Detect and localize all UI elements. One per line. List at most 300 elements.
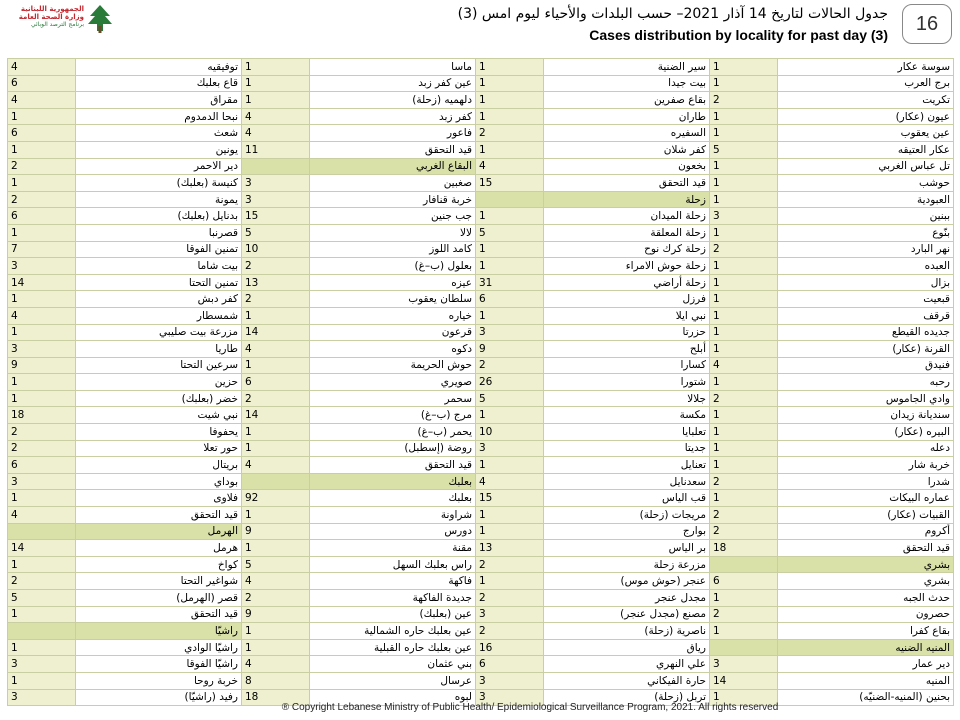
table-row	[8, 258, 954, 275]
table-row	[8, 158, 954, 175]
locality-cell: قيد التحقق	[778, 540, 954, 557]
case-count-cell: 1	[710, 191, 778, 208]
locality-cell: جديتا	[544, 440, 710, 457]
case-count-cell: 9	[476, 341, 544, 358]
case-count-cell: 6	[8, 75, 76, 92]
case-count-cell: 2	[476, 623, 544, 640]
locality-cell: يحمر (ب–غ)	[310, 424, 476, 441]
case-count-cell: 2	[710, 473, 778, 490]
case-count-cell: 4	[476, 473, 544, 490]
locality-cell: الهرمل	[76, 523, 242, 540]
case-count-cell: 1	[476, 59, 544, 76]
case-count-cell	[8, 523, 76, 540]
locality-cell: شواغير التحتا	[76, 573, 242, 590]
case-count-cell: 26	[476, 374, 544, 391]
case-count-cell: 1	[242, 357, 310, 374]
case-count-cell: 3	[476, 440, 544, 457]
table-row	[8, 623, 954, 640]
locality-cell: نبحا الدمدوم	[76, 108, 242, 125]
page-header	[0, 0, 960, 56]
case-count-cell: 1	[710, 424, 778, 441]
locality-cell: العبودية	[778, 191, 954, 208]
title-arabic: جدول الحالات لتاريخ 14 آذار 2021– حسب البلدات والأحياء ليوم امس (3)	[457, 6, 888, 22]
locality-cell: فرزل	[544, 291, 710, 308]
case-count-cell: 1	[710, 59, 778, 76]
case-count-cell: 1	[710, 108, 778, 125]
case-count-cell: 1	[8, 224, 76, 241]
locality-cell: زحلة كرك نوح	[544, 241, 710, 258]
case-count-cell: 5	[476, 224, 544, 241]
locality-cell: صويري	[310, 374, 476, 391]
locality-cell: جديده القيطع	[778, 324, 954, 341]
case-count-cell: 3	[476, 324, 544, 341]
locality-cell: بعلول (ب–غ)	[310, 258, 476, 275]
locality-cell: مزرعة بيت صليبي	[76, 324, 242, 341]
locality-cell: عنجر (حوش موس)	[544, 573, 710, 590]
locality-cell: دعله	[778, 440, 954, 457]
locality-cell: سعدنايل	[544, 473, 710, 490]
case-count-cell: 4	[242, 573, 310, 590]
case-count-cell: 13	[242, 274, 310, 291]
case-count-cell: 8	[242, 672, 310, 689]
locality-cell: القبيات (عكار)	[778, 507, 954, 524]
table-row	[8, 291, 954, 308]
case-count-cell: 6	[8, 457, 76, 474]
table-row	[8, 540, 954, 557]
case-count-cell: 3	[476, 689, 544, 706]
case-count-cell: 2	[476, 556, 544, 573]
case-count-cell: 3	[8, 689, 76, 706]
case-count-cell: 1	[710, 374, 778, 391]
case-count-cell: 3	[710, 656, 778, 673]
locality-cell: فاكهة	[310, 573, 476, 590]
locality-cell: كواخ	[76, 556, 242, 573]
case-count-cell: 2	[710, 92, 778, 109]
case-count-cell: 5	[710, 141, 778, 158]
case-count-cell: 1	[710, 623, 778, 640]
case-count-cell: 3	[710, 208, 778, 225]
table-row	[8, 606, 954, 623]
case-count-cell: 5	[8, 590, 76, 607]
ministry-logo	[8, 3, 118, 43]
case-count-cell: 1	[242, 75, 310, 92]
table-row	[8, 307, 954, 324]
case-count-cell: 4	[242, 656, 310, 673]
case-count-cell: 4	[242, 108, 310, 125]
locality-cell: أكروم	[778, 523, 954, 540]
case-count-cell: 18	[242, 689, 310, 706]
locality-cell: بقاع صفرين	[544, 92, 710, 109]
case-count-cell: 15	[476, 175, 544, 192]
case-count-cell: 3	[242, 175, 310, 192]
locality-cell: تعلبايا	[544, 424, 710, 441]
locality-cell: العبده	[778, 258, 954, 275]
locality-cell: مريجات (زحلة)	[544, 507, 710, 524]
table-row	[8, 125, 954, 142]
case-count-cell: 6	[8, 125, 76, 142]
locality-cell: لبوه	[310, 689, 476, 706]
locality-cell: مصنع (مجدل عنجر)	[544, 606, 710, 623]
table-row	[8, 175, 954, 192]
locality-cell: عين يعقوب	[778, 125, 954, 142]
case-count-cell: 14	[8, 274, 76, 291]
table-row	[8, 473, 954, 490]
locality-cell: دورس	[310, 523, 476, 540]
case-count-cell	[8, 623, 76, 640]
locality-cell: دير الاحمر	[76, 158, 242, 175]
locality-cell: حور تعلا	[76, 440, 242, 457]
case-count-cell: 1	[710, 158, 778, 175]
locality-cell: توفيقيه	[76, 59, 242, 76]
case-count-cell: 2	[242, 291, 310, 308]
case-count-cell: 1	[242, 424, 310, 441]
table-row	[8, 590, 954, 607]
locality-cell: صغبين	[310, 175, 476, 192]
case-count-cell: 1	[710, 324, 778, 341]
locality-cell: جب جنين	[310, 208, 476, 225]
case-count-cell: 3	[242, 191, 310, 208]
locality-cell: بر الياس	[544, 540, 710, 557]
locality-cell: بيت جيدا	[544, 75, 710, 92]
case-count-cell: 13	[476, 540, 544, 557]
case-count-cell: 1	[710, 590, 778, 607]
case-count-cell: 2	[242, 258, 310, 275]
locality-cell: حزرتا	[544, 324, 710, 341]
case-count-cell	[242, 158, 310, 175]
case-count-cell: 1	[8, 556, 76, 573]
case-count-cell: 14	[8, 540, 76, 557]
locality-cell: المنيه	[778, 672, 954, 689]
case-count-cell: 2	[476, 357, 544, 374]
table-row	[8, 324, 954, 341]
case-count-cell: 1	[242, 59, 310, 76]
page-number: 16	[902, 4, 952, 44]
case-count-cell	[710, 556, 778, 573]
locality-cell: قاع بعلبك	[76, 75, 242, 92]
table-row	[8, 208, 954, 225]
case-count-cell: 4	[8, 92, 76, 109]
locality-cell: جديدة الفاكهة	[310, 590, 476, 607]
case-count-cell: 3	[8, 473, 76, 490]
locality-cell: تل عباس الغربي	[778, 158, 954, 175]
locality-cell: زحلة المعلقة	[544, 224, 710, 241]
case-count-cell: 1	[242, 92, 310, 109]
table-row	[8, 639, 954, 656]
case-count-cell: 9	[8, 357, 76, 374]
locality-cell: سير الضنية	[544, 59, 710, 76]
locality-cell: كامد اللوز	[310, 241, 476, 258]
locality-cell: قرقف	[778, 307, 954, 324]
case-count-cell: 1	[710, 291, 778, 308]
table-row	[8, 274, 954, 291]
case-count-cell: 1	[710, 125, 778, 142]
case-count-cell: 1	[476, 258, 544, 275]
locality-cell: أبلح	[544, 341, 710, 358]
case-count-cell: 2	[710, 241, 778, 258]
case-count-cell: 1	[710, 440, 778, 457]
table-row	[8, 374, 954, 391]
locality-cell: دكوه	[310, 341, 476, 358]
case-count-cell: 1	[8, 141, 76, 158]
table-row	[8, 507, 954, 524]
locality-cell: شدرا	[778, 473, 954, 490]
case-count-cell: 1	[476, 407, 544, 424]
cases-table-body	[8, 59, 954, 706]
case-count-cell: 2	[710, 523, 778, 540]
case-count-cell: 1	[8, 374, 76, 391]
locality-cell: قب الياس	[544, 490, 710, 507]
case-count-cell	[710, 639, 778, 656]
locality-cell: تمنين التحتا	[76, 274, 242, 291]
table-row	[8, 241, 954, 258]
table-row	[8, 523, 954, 540]
logo-line-3: برنامج الترصد الوبائي	[30, 21, 84, 28]
case-count-cell: 2	[8, 158, 76, 175]
locality-cell: ماسا	[310, 59, 476, 76]
case-count-cell: 6	[476, 291, 544, 308]
logo-text	[16, 5, 84, 29]
case-count-cell: 11	[242, 141, 310, 158]
locality-cell: قيد التحقق	[310, 457, 476, 474]
case-count-cell: 92	[242, 490, 310, 507]
table-row	[8, 424, 954, 441]
case-count-cell: 2	[476, 125, 544, 142]
locality-cell: يحفوفا	[76, 424, 242, 441]
logo-line-1: الجمهورية اللبنانية	[20, 5, 84, 13]
locality-cell: سرعين التحتا	[76, 357, 242, 374]
case-count-cell: 10	[242, 241, 310, 258]
case-count-cell: 1	[8, 606, 76, 623]
locality-cell: راشيّا الوادي	[76, 639, 242, 656]
table-row	[8, 490, 954, 507]
locality-cell: دير عمار	[778, 656, 954, 673]
locality-cell: بعلبك	[310, 473, 476, 490]
locality-cell: كفر دبش	[76, 291, 242, 308]
locality-cell: كفر زبد	[310, 108, 476, 125]
locality-cell: عماره البيكات	[778, 490, 954, 507]
locality-cell: زحلة حوش الامراء	[544, 258, 710, 275]
locality-cell: زحلة أراضي	[544, 274, 710, 291]
case-count-cell: 6	[476, 656, 544, 673]
locality-cell: كفر شلان	[544, 141, 710, 158]
case-count-cell: 1	[242, 540, 310, 557]
locality-cell: هرمل	[76, 540, 242, 557]
locality-cell: حارة الفيكاني	[544, 672, 710, 689]
locality-cell: سوسة عكار	[778, 59, 954, 76]
locality-cell: رياق	[544, 639, 710, 656]
case-count-cell: 3	[476, 672, 544, 689]
locality-cell: قبعيت	[778, 291, 954, 308]
locality-cell: خربة قنافار	[310, 191, 476, 208]
locality-cell: زحلة	[544, 191, 710, 208]
locality-cell: نبي شيت	[76, 407, 242, 424]
case-count-cell: 2	[8, 573, 76, 590]
locality-cell: بشري	[778, 556, 954, 573]
locality-cell: دلهميه (زحلة)	[310, 92, 476, 109]
case-count-cell: 1	[476, 307, 544, 324]
locality-cell: بدنايل (بعلبك)	[76, 208, 242, 225]
case-count-cell: 6	[710, 573, 778, 590]
locality-cell: بقاع كفرا	[778, 623, 954, 640]
locality-cell: عين بعلبك حاره القبلية	[310, 639, 476, 656]
locality-cell: بوداي	[76, 473, 242, 490]
locality-cell: شتورا	[544, 374, 710, 391]
case-count-cell: 1	[8, 108, 76, 125]
locality-cell: تعنايل	[544, 457, 710, 474]
case-count-cell: 1	[476, 573, 544, 590]
table-row	[8, 59, 954, 76]
case-count-cell: 1	[8, 672, 76, 689]
case-count-cell: 2	[8, 440, 76, 457]
case-count-cell: 1	[8, 390, 76, 407]
locality-cell: خربة روحا	[76, 672, 242, 689]
locality-cell: ببنين	[778, 208, 954, 225]
locality-cell: وادي الجاموس	[778, 390, 954, 407]
table-row	[8, 440, 954, 457]
table-row	[8, 457, 954, 474]
locality-cell: طاران	[544, 108, 710, 125]
locality-cell: علي النهري	[544, 656, 710, 673]
case-count-cell: 16	[476, 639, 544, 656]
case-count-cell: 18	[8, 407, 76, 424]
case-count-cell: 1	[710, 457, 778, 474]
locality-cell: مرج (ب–غ)	[310, 407, 476, 424]
case-count-cell: 3	[8, 656, 76, 673]
locality-cell: مقراق	[76, 92, 242, 109]
case-count-cell: 4	[8, 507, 76, 524]
case-count-cell: 14	[242, 324, 310, 341]
case-count-cell: 1	[476, 507, 544, 524]
case-count-cell: 1	[242, 307, 310, 324]
locality-cell: تكريت	[778, 92, 954, 109]
locality-cell: فاعور	[310, 125, 476, 142]
case-count-cell: 18	[710, 540, 778, 557]
table-row	[8, 75, 954, 92]
locality-cell: عيزه	[310, 274, 476, 291]
locality-cell: بيت شاما	[76, 258, 242, 275]
locality-cell: طاريا	[76, 341, 242, 358]
table-row	[8, 556, 954, 573]
locality-cell: مجدل عنجر	[544, 590, 710, 607]
case-count-cell: 4	[8, 307, 76, 324]
case-count-cell: 2	[8, 191, 76, 208]
case-count-cell: 6	[8, 208, 76, 225]
locality-cell: يونين	[76, 141, 242, 158]
case-count-cell: 1	[710, 407, 778, 424]
locality-cell: رفيد (راشيّا)	[76, 689, 242, 706]
locality-cell: البيره (عكار)	[778, 424, 954, 441]
case-count-cell: 1	[710, 341, 778, 358]
title-english: Cases distribution by locality for past day (3)	[589, 27, 888, 43]
locality-cell: مكسة	[544, 407, 710, 424]
case-count-cell: 4	[242, 457, 310, 474]
case-count-cell: 1	[242, 639, 310, 656]
locality-cell: حدث الجبه	[778, 590, 954, 607]
locality-cell: قرعون	[310, 324, 476, 341]
table-row	[8, 141, 954, 158]
case-count-cell: 1	[710, 258, 778, 275]
case-count-cell: 1	[476, 523, 544, 540]
table-row	[8, 390, 954, 407]
case-count-cell: 9	[242, 606, 310, 623]
table-row	[8, 573, 954, 590]
locality-cell: بني عثمان	[310, 656, 476, 673]
table-row	[8, 224, 954, 241]
cedar-icon	[86, 4, 114, 34]
case-count-cell: 31	[476, 274, 544, 291]
case-count-cell: 3	[8, 341, 76, 358]
case-count-cell: 1	[8, 175, 76, 192]
locality-cell: برج العرب	[778, 75, 954, 92]
locality-cell: لالا	[310, 224, 476, 241]
case-count-cell: 1	[710, 175, 778, 192]
case-count-cell: 14	[242, 407, 310, 424]
locality-cell: قيد التحقق	[76, 507, 242, 524]
case-count-cell: 5	[242, 556, 310, 573]
locality-cell: قيد التحقق	[544, 175, 710, 192]
locality-cell: عين بعلبك حاره الشمالية	[310, 623, 476, 640]
locality-cell: قصرنبا	[76, 224, 242, 241]
table-row	[8, 341, 954, 358]
locality-cell: عين (بعلبك)	[310, 606, 476, 623]
case-count-cell: 4	[710, 357, 778, 374]
case-count-cell: 1	[8, 639, 76, 656]
case-count-cell: 4	[8, 59, 76, 76]
case-count-cell: 1	[8, 291, 76, 308]
locality-cell: نبي ايلا	[544, 307, 710, 324]
case-count-cell: 9	[242, 523, 310, 540]
table-row	[8, 108, 954, 125]
locality-cell: حزين	[76, 374, 242, 391]
case-count-cell: 4	[242, 125, 310, 142]
case-count-cell: 3	[476, 606, 544, 623]
copyright-text: ® Copyright Lebanese Ministry of Public Health/ Epidemiological Surveillance Program, 2021. All rights reserved	[281, 702, 779, 713]
case-count-cell: 1	[242, 440, 310, 457]
case-count-cell: 6	[242, 374, 310, 391]
case-count-cell: 1	[476, 457, 544, 474]
case-count-cell: 2	[710, 507, 778, 524]
locality-cell: المنيه الضنيه	[778, 639, 954, 656]
case-count-cell: 1	[710, 274, 778, 291]
locality-cell: كنيسة (بعلبك)	[76, 175, 242, 192]
case-count-cell: 1	[8, 490, 76, 507]
case-count-cell: 4	[242, 341, 310, 358]
locality-cell: حصرون	[778, 606, 954, 623]
cases-table	[7, 58, 954, 706]
locality-cell: بوارج	[544, 523, 710, 540]
locality-cell: قصر (الهرمل)	[76, 590, 242, 607]
footer	[0, 702, 960, 713]
locality-cell: مقنة	[310, 540, 476, 557]
locality-cell: روضة (إسطبل)	[310, 440, 476, 457]
case-count-cell: 1	[710, 224, 778, 241]
case-count-cell: 2	[710, 606, 778, 623]
case-count-cell: 4	[476, 158, 544, 175]
locality-cell: كسارا	[544, 357, 710, 374]
locality-cell: شمسطار	[76, 307, 242, 324]
locality-cell: خربة شار	[778, 457, 954, 474]
locality-cell: القرنة (عكار)	[778, 341, 954, 358]
locality-cell: نهر البارد	[778, 241, 954, 258]
case-count-cell	[242, 473, 310, 490]
table-row	[8, 672, 954, 689]
locality-cell: خياره	[310, 307, 476, 324]
case-count-cell: 1	[476, 92, 544, 109]
case-count-cell: 1	[476, 241, 544, 258]
locality-cell: قيد التحقق	[76, 606, 242, 623]
table-row	[8, 92, 954, 109]
locality-cell: بريتال	[76, 457, 242, 474]
